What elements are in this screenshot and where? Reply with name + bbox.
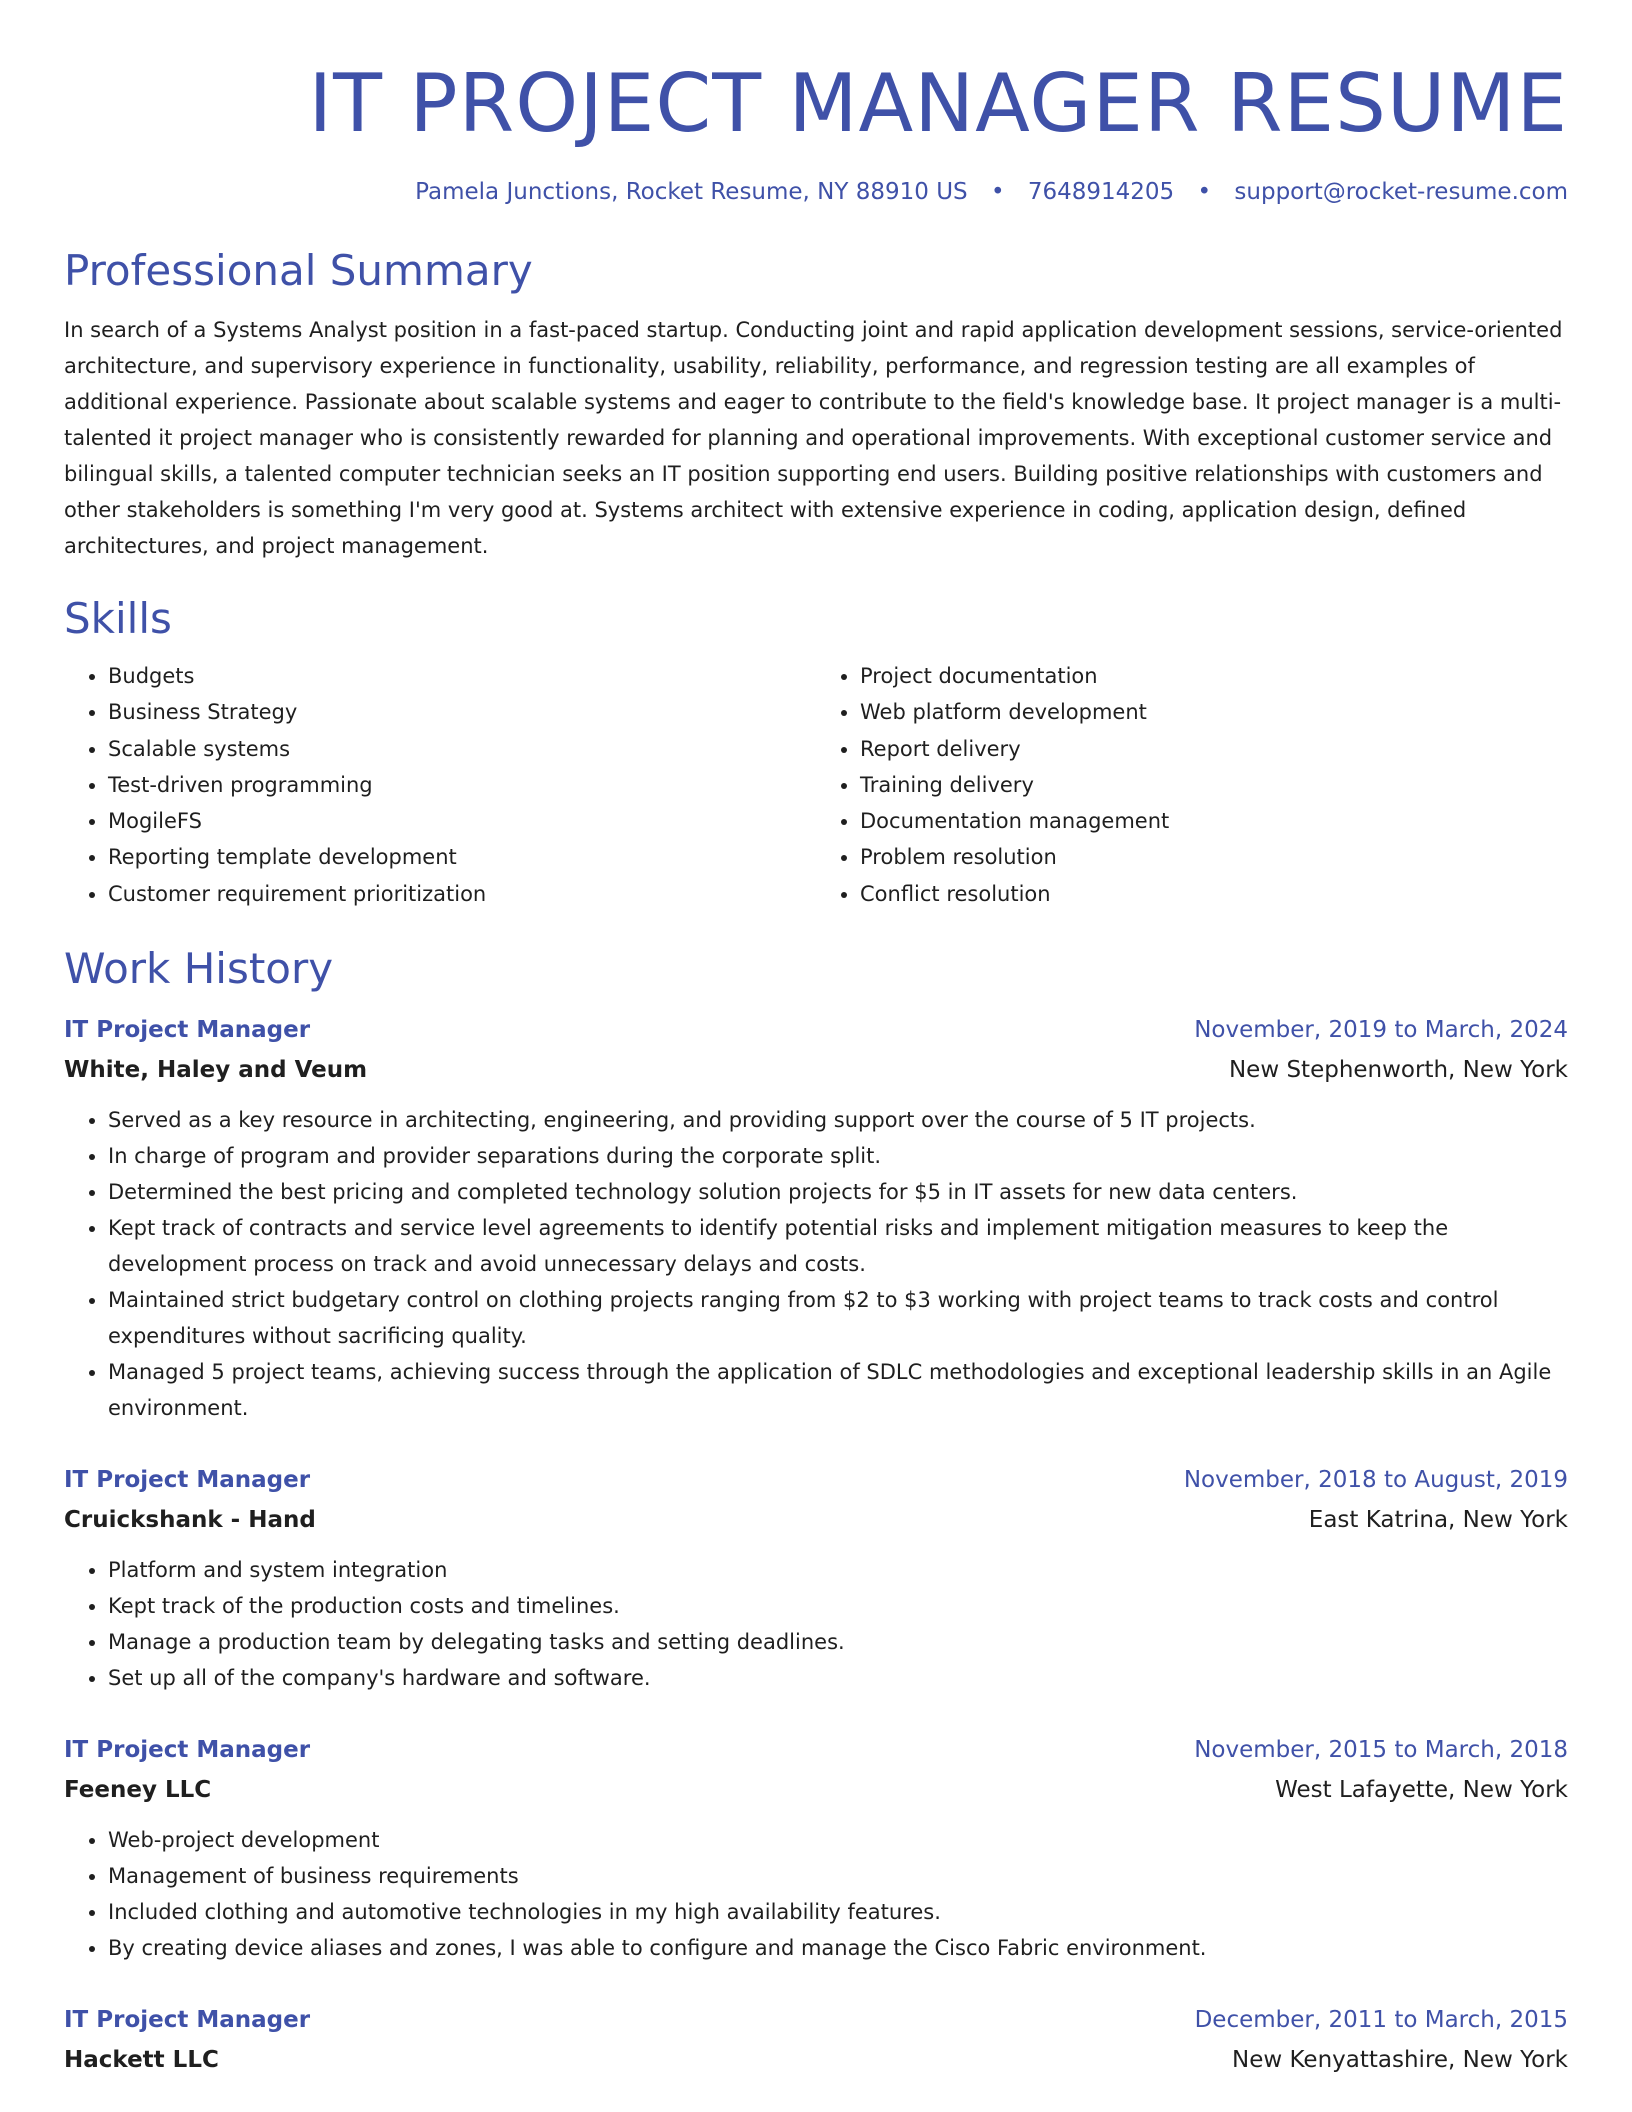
duty-item: • Included clothing and automotive technologies in my high availability features. xyxy=(108,1894,1568,1930)
resume-header xyxy=(64,0,1568,208)
job-company-row xyxy=(64,1500,1568,1540)
work-history-section xyxy=(64,942,1568,2080)
job-location: New Kenyattashire, New York xyxy=(1232,2047,1568,2074)
skill-item: • Problem resolution xyxy=(860,839,1568,875)
job-duties-list xyxy=(64,1102,1568,1426)
skill-item: • Conflict resolution xyxy=(860,876,1568,912)
job-location: East Katrina, New York xyxy=(1308,1507,1568,1534)
skills-columns xyxy=(64,658,1568,912)
skill-item: • Customer requirement prioritization xyxy=(108,876,816,912)
duty-item: • Kept track of the production costs and timelines. xyxy=(108,1588,1568,1624)
job-company-row xyxy=(64,2040,1568,2080)
duty-item: • Platform and system integration xyxy=(108,1552,1568,1588)
skill-item: • Documentation management xyxy=(860,803,1568,839)
job-company: Cruickshank - Hand xyxy=(64,1507,316,1534)
skill-item: • Training delivery xyxy=(860,767,1568,803)
duty-item: • In charge of program and provider separations during the corporate split. xyxy=(108,1138,1568,1174)
duty-item: • By creating device aliases and zones, I was able to configure and manage the Cisco Fabric environment. xyxy=(108,1930,1568,1966)
summary-text: In search of a Systems Analyst position in a fast-paced startup. Conducting joint and rapid application development sessions, service-oriented architecture, and supervisory experience in functionality, usability, reliability, performance, and regression testing are all examples of additional experience. Passionate about scalable systems and eager to contribute to the field's knowledge base. It project manager is a multi-talented it project manager who is consistently rewarded for planning and operational improvements. With exceptional customer service and bilingual skills, a talented computer technician seeks an IT position supporting end users. Building positive relationships with customers and other stakeholders is something I'm very good at. Systems architect with extensive experience in coding, application design, defined architectures, and project management. xyxy=(64,318,1563,558)
skill-item: • Project documentation xyxy=(860,658,1568,694)
job-duties-list xyxy=(64,1822,1568,1966)
job-title-row xyxy=(64,1730,1568,1770)
contact-address: Pamela Junctions, Rocket Resume, NY 88910 US xyxy=(415,179,968,205)
job-dates: December, 2011 to March, 2015 xyxy=(1194,2007,1568,2034)
skills-section xyxy=(64,592,1568,912)
job-duties-list xyxy=(64,1552,1568,1696)
contact-line xyxy=(64,176,1568,208)
job-company: Feeney LLC xyxy=(64,1777,212,1804)
job-company-row xyxy=(64,1770,1568,1810)
duty-item: • Managed 5 project teams, achieving success through the application of SDLC methodologies and exceptional leadership skills in an Agile environment. xyxy=(108,1354,1568,1426)
duty-item: • Set up all of the company's hardware and software. xyxy=(108,1660,1568,1696)
duty-item: • Maintained strict budgetary control on clothing projects ranging from $2 to $3 working with project teams to track costs and control expenditures without sacrificing quality. xyxy=(108,1282,1568,1354)
duty-item: • Management of business requirements xyxy=(108,1858,1568,1894)
contact-separator: • xyxy=(1197,179,1212,205)
job-title: IT Project Manager xyxy=(64,2007,311,2034)
contact-email: support@rocket-resume.com xyxy=(1234,179,1568,205)
duty-item: • Determined the best pricing and completed technology solution projects for $5 in IT assets for new data centers. xyxy=(108,1174,1568,1210)
duty-item: • Web-project development xyxy=(108,1822,1568,1858)
contact-phone: 7648914205 xyxy=(1027,179,1175,205)
skill-item: • Report delivery xyxy=(860,731,1568,767)
summary-heading: Professional Summary xyxy=(64,246,533,295)
skill-item: • Budgets xyxy=(108,658,816,694)
job-entry xyxy=(64,1460,1568,1696)
skills-list-left xyxy=(64,658,816,912)
job-entry xyxy=(64,1730,1568,1966)
skill-item: • Business Strategy xyxy=(108,694,816,730)
job-title-row xyxy=(64,1460,1568,1500)
job-title-row xyxy=(64,1010,1568,1050)
contact-separator: • xyxy=(990,179,1005,205)
job-title: IT Project Manager xyxy=(64,1467,311,1494)
duty-item: • Served as a key resource in architecting, engineering, and providing support over the course of 5 IT projects. xyxy=(108,1102,1568,1138)
job-title-row xyxy=(64,2000,1568,2040)
job-list xyxy=(64,1010,1568,2080)
skill-item: • Scalable systems xyxy=(108,731,816,767)
job-dates: November, 2015 to March, 2018 xyxy=(1194,1737,1568,1764)
job-entry xyxy=(64,1010,1568,1426)
skill-item: • Web platform development xyxy=(860,694,1568,730)
skill-item: • Reporting template development xyxy=(108,839,816,875)
job-title: IT Project Manager xyxy=(64,1737,311,1764)
job-company: White, Haley and Veum xyxy=(64,1057,368,1084)
job-dates: November, 2019 to March, 2024 xyxy=(1194,1017,1568,1044)
job-company-row xyxy=(64,1050,1568,1090)
resume-title: IT PROJECT MANAGER RESUME xyxy=(308,57,1568,150)
job-company: Hackett LLC xyxy=(64,2047,219,2074)
duty-item: • Kept track of contracts and service level agreements to identify potential risks and implement mitigation measures to keep the development process on track and avoid unnecessary delays and costs. xyxy=(108,1210,1568,1282)
summary-section xyxy=(64,244,1568,564)
work-history-heading: Work History xyxy=(64,944,334,994)
skill-item: • MogileFS xyxy=(108,803,816,839)
skill-item: • Test-driven programming xyxy=(108,767,816,803)
job-entry xyxy=(64,2000,1568,2080)
duty-item: • Manage a production team by delegating tasks and setting deadlines. xyxy=(108,1624,1568,1660)
job-title: IT Project Manager xyxy=(64,1017,311,1044)
skills-list-right xyxy=(816,658,1568,912)
job-dates: November, 2018 to August, 2019 xyxy=(1183,1467,1568,1494)
skills-heading: Skills xyxy=(64,594,172,643)
job-location: West Lafayette, New York xyxy=(1275,1777,1568,1804)
job-location: New Stephenworth, New York xyxy=(1228,1057,1568,1084)
